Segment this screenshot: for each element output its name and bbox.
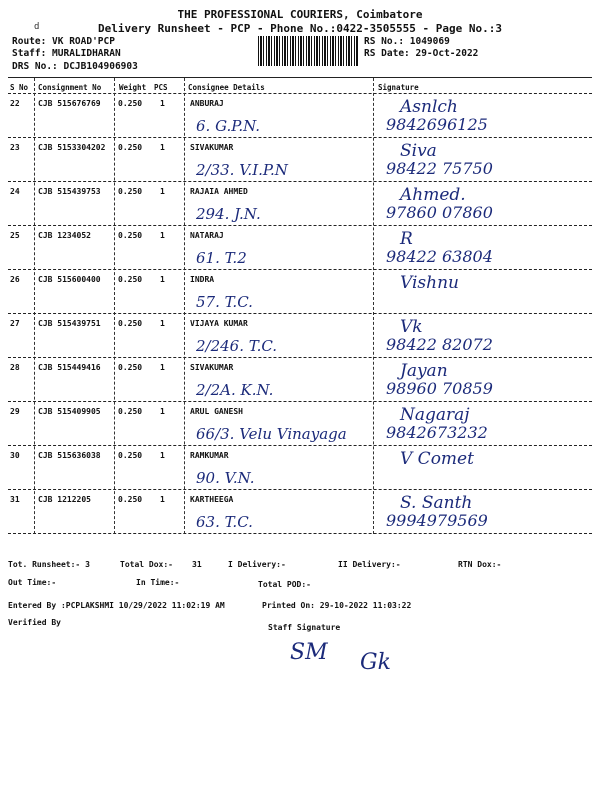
row-separator bbox=[8, 489, 592, 490]
row-pcs: 1 bbox=[160, 407, 165, 416]
row-sno: 23 bbox=[10, 143, 20, 152]
row-handwritten-address: 294. J.N. bbox=[196, 205, 261, 223]
row-separator bbox=[8, 181, 592, 182]
row-weight: 0.250 bbox=[118, 407, 143, 416]
row-handwritten-address: 90. V.N. bbox=[196, 469, 255, 487]
row-sno: 24 bbox=[10, 187, 20, 196]
row-pcs: 1 bbox=[160, 143, 165, 152]
staff-signature-label: Staff Signature bbox=[268, 623, 341, 632]
row-separator bbox=[8, 401, 592, 402]
row-weight: 0.250 bbox=[118, 451, 143, 460]
row-pcs: 1 bbox=[160, 231, 165, 240]
row-signature: Asnlch bbox=[400, 97, 458, 117]
col-sep bbox=[34, 78, 35, 534]
entered-by: Entered By :PCPLAKSHMI 10/29/2022 11:02:19 AM bbox=[8, 601, 225, 610]
row-signature: Jayan bbox=[400, 361, 448, 381]
row-phone: 9842696125 bbox=[386, 115, 488, 134]
row-pcs: 1 bbox=[160, 275, 165, 284]
runsheet-subtitle: Delivery Runsheet - PCP - Phone No.:0422-3505555 - Page No.:3 bbox=[98, 22, 502, 35]
row-sno: 28 bbox=[10, 363, 20, 372]
barcode-image bbox=[258, 36, 358, 66]
row-weight: 0.250 bbox=[118, 363, 143, 372]
drs-number: DRS No.: DCJB104906903 bbox=[12, 61, 138, 72]
col-sep bbox=[184, 78, 185, 534]
row-phone: 98422 63804 bbox=[386, 247, 493, 266]
printed-on: Printed On: 29-10-2022 11:03:22 bbox=[262, 601, 412, 610]
row-consignment-no: CJB 1234052 bbox=[38, 231, 91, 240]
row-pcs: 1 bbox=[160, 319, 165, 328]
row-weight: 0.250 bbox=[118, 231, 143, 240]
row-handwritten-address: 63. T.C. bbox=[196, 513, 253, 531]
company-title: THE PROFESSIONAL COURIERS, Coimbatore bbox=[177, 8, 423, 21]
row-weight: 0.250 bbox=[118, 99, 143, 108]
row-weight: 0.250 bbox=[118, 275, 143, 284]
col-signature: Signature bbox=[378, 83, 419, 92]
col-consignee: Consignee Details bbox=[188, 83, 265, 92]
row-pcs: 1 bbox=[160, 99, 165, 108]
table-top-rule bbox=[8, 77, 592, 78]
staff-signature-a: SM bbox=[290, 640, 328, 665]
row-consignment-no: CJB 515449416 bbox=[38, 363, 101, 372]
row-sno: 27 bbox=[10, 319, 20, 328]
i-delivery: I Delivery:- bbox=[228, 560, 286, 569]
row-consignee-name: ANBURAJ bbox=[190, 99, 224, 108]
total-dox-value: 31 bbox=[192, 560, 202, 569]
row-weight: 0.250 bbox=[118, 495, 143, 504]
row-consignment-no: CJB 515600400 bbox=[38, 275, 101, 284]
row-handwritten-address: 66/3. Velu Vinayaga bbox=[196, 425, 347, 443]
row-handwritten-address: 6. G.P.N. bbox=[196, 117, 261, 135]
row-phone: 98422 82072 bbox=[386, 335, 493, 354]
row-signature: Vk bbox=[400, 317, 423, 337]
rs-date: RS Date: 29-Oct-2022 bbox=[364, 48, 479, 59]
staff-signature-b: Gk bbox=[360, 650, 391, 675]
col-pcs: PCS bbox=[154, 83, 168, 92]
row-phone: 98422 75750 bbox=[386, 159, 493, 178]
row-consignment-no: CJB 515676769 bbox=[38, 99, 101, 108]
row-separator bbox=[8, 137, 592, 138]
row-sno: 29 bbox=[10, 407, 20, 416]
header-rule bbox=[8, 93, 592, 94]
row-consignment-no: CJB 515409905 bbox=[38, 407, 101, 416]
row-signature: Siva bbox=[400, 141, 437, 161]
row-separator bbox=[8, 533, 592, 534]
row-signature: R bbox=[400, 229, 413, 249]
ii-delivery: II Delivery:- bbox=[338, 560, 401, 569]
row-phone: 9994979569 bbox=[386, 511, 488, 530]
total-dox-label: Total Dox:- bbox=[120, 560, 173, 569]
col-sno: S No bbox=[10, 83, 29, 92]
col-sep bbox=[373, 78, 374, 534]
row-handwritten-address: 2/33. V.I.P.N bbox=[196, 161, 288, 179]
row-handwritten-address: 2/2A. K.N. bbox=[196, 381, 274, 399]
row-consignee-name: SIVAKUMAR bbox=[190, 363, 234, 372]
row-separator bbox=[8, 225, 592, 226]
row-sno: 26 bbox=[10, 275, 20, 284]
row-consignee-name: INDRA bbox=[190, 275, 215, 284]
route-label: Route: VK ROAD'PCP bbox=[12, 36, 115, 47]
row-separator bbox=[8, 269, 592, 270]
row-handwritten-address: 2/246. T.C. bbox=[196, 337, 278, 355]
row-signature: Nagaraj bbox=[400, 405, 470, 425]
row-separator bbox=[8, 313, 592, 314]
row-consignment-no: CJB 1212205 bbox=[38, 495, 91, 504]
tot-runsheet: Tot. Runsheet:- 3 bbox=[8, 560, 90, 569]
total-pod: Total POD:- bbox=[258, 580, 311, 589]
row-consignment-no: CJB 515439751 bbox=[38, 319, 101, 328]
row-signature: V Comet bbox=[400, 449, 474, 469]
row-phone: 9842673232 bbox=[386, 423, 488, 442]
row-consignment-no: CJB 5153304202 bbox=[38, 143, 106, 152]
out-time: Out Time:- bbox=[8, 578, 57, 587]
col-consignment: Consignment No bbox=[38, 83, 102, 92]
row-weight: 0.250 bbox=[118, 143, 143, 152]
row-signature: Vishnu bbox=[400, 273, 459, 293]
in-time: In Time:- bbox=[136, 578, 180, 587]
row-sno: 30 bbox=[10, 451, 20, 460]
row-weight: 0.250 bbox=[118, 319, 143, 328]
row-separator bbox=[8, 445, 592, 446]
row-pcs: 1 bbox=[160, 187, 165, 196]
row-consignee-name: SIVAKUMAR bbox=[190, 143, 234, 152]
row-sno: 31 bbox=[10, 495, 20, 504]
staff-label: Staff: MURALIDHARAN bbox=[12, 48, 121, 59]
rs-number: RS No.: 1049069 bbox=[364, 36, 450, 47]
row-signature: S. Santh bbox=[400, 493, 473, 513]
corner-mark: d bbox=[34, 22, 40, 32]
col-sep bbox=[114, 78, 115, 534]
row-weight: 0.250 bbox=[118, 187, 143, 196]
row-pcs: 1 bbox=[160, 363, 165, 372]
row-handwritten-address: 57. T.C. bbox=[196, 293, 253, 311]
row-signature: Ahmed. bbox=[400, 185, 466, 205]
row-separator bbox=[8, 357, 592, 358]
row-pcs: 1 bbox=[160, 451, 165, 460]
row-consignee-name: RAJAIA AHMED bbox=[190, 187, 248, 196]
row-phone: 98960 70859 bbox=[386, 379, 493, 398]
row-consignee-name: RAMKUMAR bbox=[190, 451, 229, 460]
row-handwritten-address: 61. T.2 bbox=[196, 249, 247, 267]
row-sno: 22 bbox=[10, 99, 20, 108]
rtn-dox: RTN Dox:- bbox=[458, 560, 502, 569]
row-consignment-no: CJB 515439753 bbox=[38, 187, 101, 196]
row-consignee-name: KARTHEEGA bbox=[190, 495, 234, 504]
row-pcs: 1 bbox=[160, 495, 165, 504]
col-weight: Weight bbox=[119, 83, 147, 92]
row-sno: 25 bbox=[10, 231, 20, 240]
row-consignment-no: CJB 515636038 bbox=[38, 451, 101, 460]
row-consignee-name: VIJAYA KUMAR bbox=[190, 319, 248, 328]
row-consignee-name: ARUL GANESH bbox=[190, 407, 243, 416]
verified-by: Verified By bbox=[8, 618, 61, 627]
row-phone: 97860 07860 bbox=[386, 203, 493, 222]
row-consignee-name: NATARAJ bbox=[190, 231, 224, 240]
